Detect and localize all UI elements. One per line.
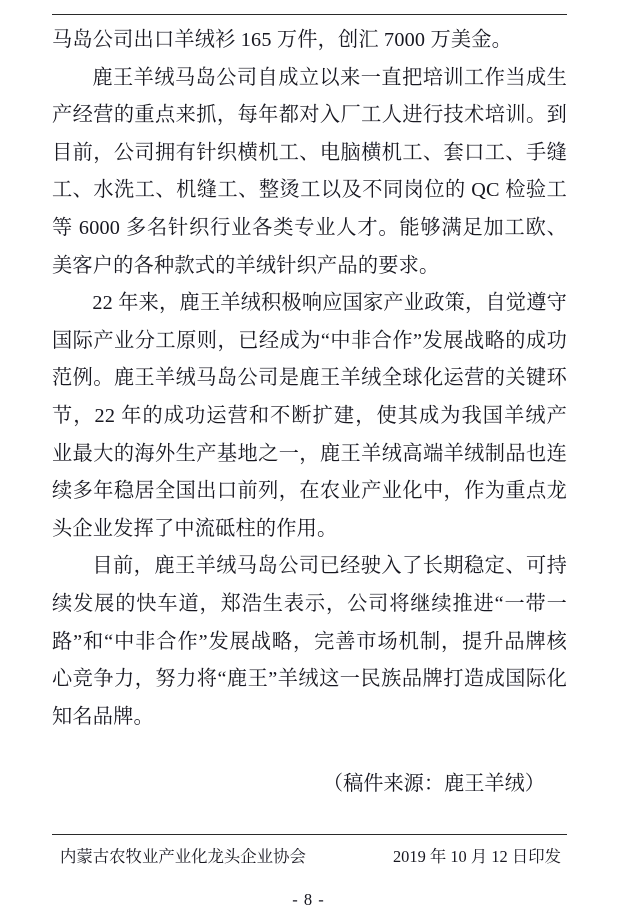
paragraph-strategy: 22 年来，鹿王羊绒积极响应国家产业政策，自觉遵守国际产业分工原则，已经成为“中非合作”发展战略的成功范例。鹿王羊绒马岛公司是鹿王羊绒全球化运营的关键环节，22 年的成功运营和不断扩建，使其成为我国羊绒产业最大的海外生产基地之一，鹿王羊绒高端羊绒制品也连续多年稳居全国出口前列，在农业产业化中，作为重点龙头企业发挥了中流砥柱的作用。 — [52, 292, 567, 540]
footer-organization: 内蒙古农牧业产业化龙头企业协会 — [60, 847, 306, 866]
document-body — [52, 22, 567, 804]
source-attribution: （稿件来源：鹿王羊绒） — [322, 773, 545, 796]
page-number: - 8 - — [292, 890, 325, 909]
page-footer — [52, 834, 567, 870]
top-divider — [52, 14, 567, 15]
paragraph-outlook: 目前，鹿王羊绒马岛公司已经驶入了长期稳定、可持续发展的快车道，郑浩生表示，公司将继续推进“一带一路”和“中非合作”发展战略，完善市场机制，提升品牌核心竞争力，努力将“鹿王”羊绒这一民族品牌打造成国际化知名品牌。 — [52, 555, 567, 728]
footer-date: 2019 年 10 月 12 日印发 — [392, 847, 561, 866]
footer-row — [52, 844, 567, 870]
paragraph-continuation: 马岛公司出口羊绒衫 165 万件，创汇 7000 万美金。 — [52, 29, 513, 51]
footer-divider — [52, 834, 567, 835]
paragraph-training: 鹿王羊绒马岛公司自成立以来一直把培训工作当成生产经营的重点来抓，每年都对入厂工人进行技术培训。到目前，公司拥有针织横机工、电脑横机工、套口工、手缝工、水洗工、机缝工、整烫工以及不同岗位的 QC 检验工等 6000 多名针织行业各类专业人才。能够满足加工欧、美客户的各种款式的羊绒针织产品的要求。 — [52, 66, 567, 277]
